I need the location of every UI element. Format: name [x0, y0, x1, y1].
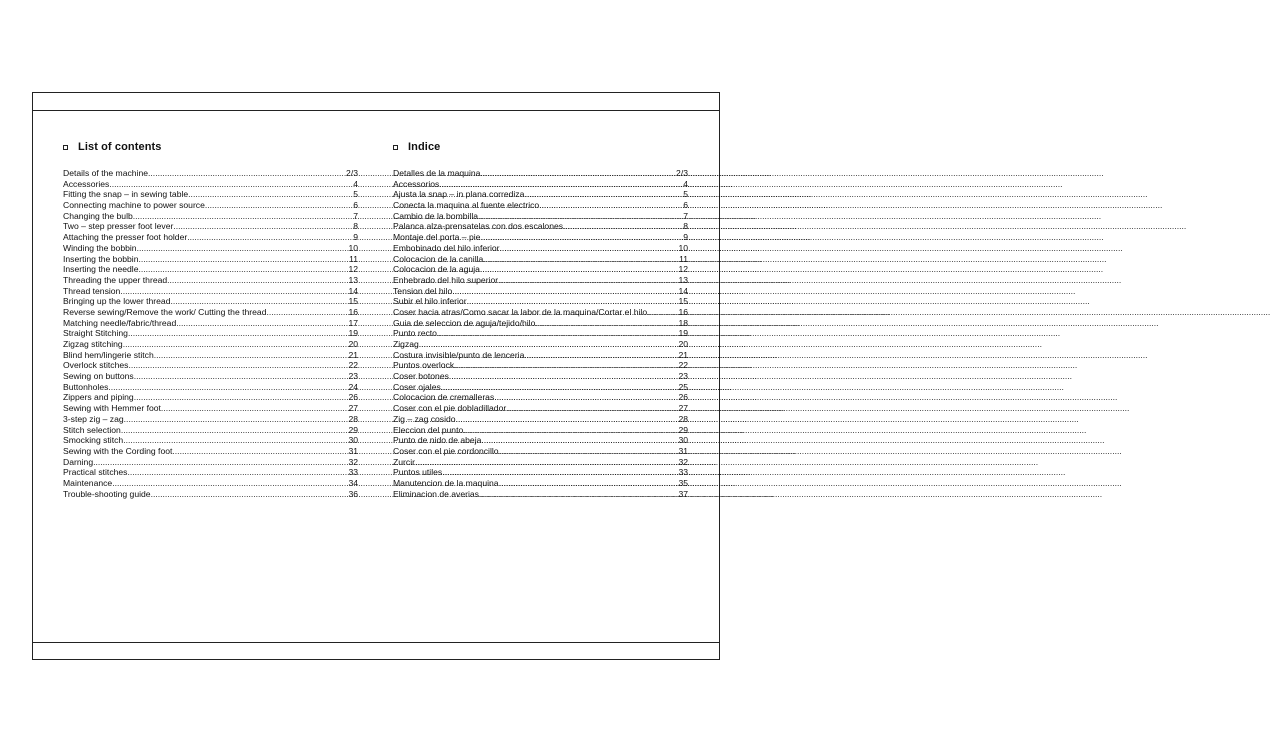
toc-entry-page: 9 [353, 232, 358, 243]
toc-entry-page: 16 [348, 306, 358, 317]
toc-entry-page: 6 [683, 200, 688, 211]
toc-entry-page: 36 [348, 488, 358, 499]
dot-leader [128, 328, 348, 339]
toc-entry-label: Subir el hilo inferior [393, 296, 467, 307]
dot-leader [109, 179, 353, 190]
toc-entry [393, 371, 688, 382]
toc-entry-label: Manutencion de la maquina [393, 477, 499, 488]
toc-entry-page: 23 [348, 371, 358, 382]
toc-entry-page: 14 [348, 285, 358, 296]
toc-entry [393, 360, 688, 371]
toc-entry [393, 243, 688, 254]
toc-entry [63, 435, 358, 446]
toc-entry-label: Eleccion del punto [393, 424, 464, 435]
toc-entry-label: Trouble-shooting guide [63, 488, 151, 499]
toc-entry [393, 489, 688, 500]
toc-entry [393, 179, 688, 190]
toc-entry-label: Enhebrado del hilo superior [393, 274, 499, 285]
toc-entry [63, 467, 358, 478]
dot-leader [121, 425, 349, 436]
toc-entry [393, 264, 688, 275]
indice-list [393, 168, 688, 499]
toc-entry [63, 457, 358, 468]
toc-entry-page: 5 [353, 189, 358, 200]
toc-entry-label: Changing the bulb [63, 210, 133, 221]
toc-entry [393, 457, 688, 468]
toc-entry [63, 350, 358, 361]
toc-entry-page: 10 [678, 242, 688, 253]
dot-leader [176, 318, 348, 329]
toc-entry-label: Straight Stitching [63, 328, 128, 339]
toc-entry-page: 4 [353, 178, 358, 189]
dot-leader [139, 254, 350, 265]
dot-leader [506, 403, 678, 414]
toc-entry-page: 10 [348, 242, 358, 253]
toc-entry [393, 232, 688, 243]
toc-entry [63, 318, 358, 329]
toc-entry-label: Bringing up the lower thread [63, 296, 171, 307]
toc-entry-label: Inserting the bobbin [63, 253, 139, 264]
toc-entry [393, 189, 688, 200]
toc-entry [393, 382, 688, 393]
dot-leader [133, 211, 353, 222]
toc-entry-page: 2/3 [676, 168, 688, 178]
dot-leader [93, 457, 348, 468]
toc-entry-page: 28 [678, 413, 688, 424]
toc-entry-page: 22 [678, 360, 688, 371]
dot-leader [108, 382, 348, 393]
toc-entry-label: Accessorios [393, 178, 440, 189]
dot-leader [449, 371, 679, 382]
toc-entry-label: Colocacion de la canilla [393, 253, 484, 264]
dot-leader [454, 360, 678, 371]
toc-entry-page: 29 [678, 424, 688, 435]
dot-leader [479, 489, 678, 500]
toc-entry [63, 371, 358, 382]
toc-entry [393, 403, 688, 414]
contents-column-spanish [393, 139, 688, 499]
toc-entry [63, 425, 358, 436]
dot-leader [524, 189, 683, 200]
toc-entry-page: 2/3 [346, 168, 358, 178]
toc-entry-label: Inserting the needle [63, 264, 139, 275]
toc-entry-label: Colocacion de cremalleras [393, 392, 495, 403]
toc-entry-page: 21 [348, 349, 358, 360]
indice-title: Indice [408, 141, 441, 153]
toc-entry-label: Maintenance [63, 477, 113, 488]
toc-entry-label: Guia de seleccion de aguja/tejido/hilo [393, 317, 536, 328]
toc-entry-label: Punto recto [393, 328, 437, 339]
toc-entry-label: Buttonholes [63, 381, 109, 392]
toc-entry-label: Coser ojales [393, 381, 441, 392]
toc-entry [393, 425, 688, 436]
toc-entry [63, 168, 358, 179]
toc-entry [63, 360, 358, 371]
toc-entry-label: Blind hem/lingerie stitch [63, 349, 154, 360]
dot-leader [134, 371, 349, 382]
toc-entry [63, 403, 358, 414]
toc-entry-label: Palanca alza-prensatelas con dos escalones [393, 221, 564, 232]
toc-entry-label: Reverse sewing/Remove the work/ Cutting the thread [63, 306, 267, 317]
toc-entry [393, 435, 688, 446]
dot-leader [483, 254, 679, 265]
toc-entry [63, 200, 358, 211]
toc-entry-page: 31 [348, 445, 358, 456]
toc-entry-page: 13 [348, 274, 358, 285]
dot-leader [480, 168, 676, 179]
toc-entry [393, 328, 688, 339]
toc-entry-label: Coser con el pie dobladillador [393, 403, 507, 414]
toc-entry-page: 22 [348, 360, 358, 371]
square-bullet-icon [393, 145, 398, 150]
dot-leader [123, 435, 348, 446]
toc-entry-page: 35 [678, 477, 688, 488]
toc-entry [63, 211, 358, 222]
toc-entry-page: 27 [678, 403, 688, 414]
toc-entry-page: 8 [683, 221, 688, 232]
toc-entry-label: Costura invisible/punto de lenceria [393, 349, 525, 360]
toc-entry [63, 243, 358, 254]
toc-entry [63, 254, 358, 265]
toc-entry [393, 392, 688, 403]
dot-leader [463, 425, 678, 436]
dot-leader [139, 264, 349, 275]
dot-leader [481, 435, 678, 446]
dot-leader [456, 414, 679, 425]
toc-entry-label: Colocacion de la aguja [393, 264, 480, 275]
toc-entry-page: 30 [348, 435, 358, 446]
toc-entry-label: Details of the machine [63, 168, 149, 178]
dot-leader [478, 211, 683, 222]
toc-entry [393, 296, 688, 307]
toc-entry-page: 23 [678, 371, 688, 382]
toc-entry-label: Coser botones [393, 371, 449, 382]
dot-leader [494, 392, 678, 403]
toc-entry-label: Matching needle/fabric/thread [63, 317, 177, 328]
dot-leader [500, 243, 679, 254]
toc-entry-label: Stitch selection [63, 424, 121, 435]
toc-entry [63, 489, 358, 500]
toc-entry [63, 307, 358, 318]
toc-entry-page: 29 [348, 424, 358, 435]
toc-entry [63, 189, 358, 200]
toc-entry-page: 32 [348, 456, 358, 467]
dot-leader [154, 350, 349, 361]
dot-leader [124, 414, 349, 425]
dot-leader [439, 179, 683, 190]
toc-entry-label: Tension del hilo [393, 285, 453, 296]
toc-entry [393, 200, 688, 211]
toc-entry-page: 8 [353, 221, 358, 232]
toc-entry-label: Zigzag [393, 339, 419, 349]
toc-entry-page: 5 [683, 189, 688, 200]
dot-leader [535, 318, 678, 329]
toc-entry-label: Zig – zag cosido [393, 413, 456, 424]
indice-heading [393, 139, 688, 155]
toc-entry-label: Two – step presser foot lever [63, 221, 174, 232]
dot-leader [137, 243, 349, 254]
toc-entry-page: 27 [348, 403, 358, 414]
toc-entry [393, 275, 688, 286]
toc-entry-page: 25 [678, 381, 688, 392]
contents-list [63, 168, 358, 499]
toc-entry-page: 14 [678, 285, 688, 296]
dot-leader [442, 467, 678, 478]
dot-leader [480, 232, 683, 243]
toc-entry [63, 478, 358, 489]
toc-entry [393, 446, 688, 457]
toc-entry [63, 392, 358, 403]
dot-leader [128, 360, 348, 371]
toc-entry [393, 286, 688, 297]
toc-entry-label: Detalles de la maquina [393, 168, 481, 178]
toc-entry-page: 32 [678, 456, 688, 467]
toc-entry [63, 446, 358, 457]
dot-leader [148, 168, 346, 179]
dot-leader [151, 489, 349, 500]
dot-leader [467, 296, 679, 307]
toc-entry-page: 11 [679, 253, 688, 264]
toc-entry-page: 20 [678, 339, 688, 349]
toc-entry-page: 37 [678, 488, 688, 499]
toc-entry [63, 264, 358, 275]
toc-entry-label: Puntos utiles [393, 467, 443, 478]
footer-rule [33, 642, 719, 643]
toc-entry-label: Thread tension [63, 285, 121, 296]
dot-leader [127, 467, 348, 478]
toc-entry-page: 18 [678, 317, 688, 328]
toc-entry-page: 17 [348, 317, 358, 328]
manual-page [32, 92, 720, 660]
dot-leader [173, 221, 353, 232]
contents-heading [63, 139, 358, 155]
toc-entry-page: 11 [349, 253, 358, 264]
dot-leader [498, 275, 678, 286]
toc-entry-page: 26 [348, 392, 358, 403]
toc-entry [393, 467, 688, 478]
toc-entry-label: Sewing on buttons [63, 371, 134, 382]
toc-entry-page: 26 [678, 392, 688, 403]
toc-entry-page: 33 [678, 467, 688, 478]
toc-entry [63, 339, 358, 350]
dot-leader [205, 200, 353, 211]
dot-leader [539, 200, 683, 211]
toc-entry [63, 232, 358, 243]
dot-leader [188, 189, 353, 200]
dot-leader [161, 403, 349, 414]
contents-title: List of contents [78, 141, 162, 153]
dot-leader [480, 264, 678, 275]
dot-leader [441, 382, 679, 393]
toc-entry-label: Ajusta la snap – in plana corrediza [393, 189, 525, 200]
toc-entry-page: 7 [353, 210, 358, 221]
contents-column-english [63, 139, 358, 499]
dot-leader [452, 286, 678, 297]
toc-entry [63, 275, 358, 286]
toc-entry-label: Accessories [63, 178, 110, 189]
toc-entry-page: 28 [348, 413, 358, 424]
toc-entry-page: 31 [678, 445, 688, 456]
dot-leader [419, 339, 679, 350]
toc-entry [393, 339, 688, 350]
dot-leader [647, 307, 678, 318]
toc-entry-label: Sewing with the Cording foot [63, 445, 173, 456]
dot-leader [134, 392, 349, 403]
toc-entry-page: 30 [678, 435, 688, 446]
toc-entry-label: Zigzag stitching [63, 339, 123, 349]
toc-entry-label: Puntos overlock [393, 360, 455, 371]
dot-leader [415, 457, 678, 468]
toc-entry-page: 12 [348, 264, 358, 275]
toc-entry-page: 24 [348, 381, 358, 392]
toc-entry-page: 20 [348, 339, 358, 349]
toc-entry [63, 414, 358, 425]
toc-entry [393, 318, 688, 329]
dot-leader [187, 232, 353, 243]
toc-entry [393, 414, 688, 425]
toc-entry-page: 34 [348, 477, 358, 488]
toc-entry-label: Winding the bobbin [63, 242, 137, 253]
toc-entry [393, 254, 688, 265]
dot-leader [172, 446, 348, 457]
dot-leader [524, 350, 678, 361]
toc-entry-page: 19 [348, 328, 358, 339]
toc-entry-label: Cambio de la bombilla [393, 210, 479, 221]
dot-leader [499, 478, 679, 489]
toc-entry-label: Sewing with Hemmer foot [63, 403, 161, 414]
toc-entry-label: Punto de nido de abeja [393, 435, 482, 446]
toc-entry [63, 382, 358, 393]
toc-entry [63, 296, 358, 307]
toc-entry-label: Coser con el pie cordoncillo [393, 445, 499, 456]
toc-entry-label: Conecta la maquina al fuente electrico [393, 200, 540, 211]
toc-entry [393, 211, 688, 222]
toc-entry-label: Coser hacia atras/Como sacar la labor de la maquina/Cortar el hilo [393, 306, 648, 317]
toc-entry-page: 4 [683, 178, 688, 189]
toc-entry [393, 307, 688, 318]
toc-entry-label: Darning [63, 456, 94, 467]
dot-leader [112, 478, 348, 489]
toc-entry-label: Connecting machine to power source [63, 200, 205, 211]
dot-leader [171, 296, 349, 307]
toc-entry-label: Eliminacion de averias [393, 488, 479, 499]
toc-entry-label: Smocking stitch [63, 435, 124, 446]
toc-entry-label: 3-step zig – zag [63, 413, 124, 424]
toc-entry-page: 16 [678, 306, 688, 317]
toc-entry-page: 15 [678, 296, 688, 307]
toc-entry-label: Attaching the presser foot holder [63, 232, 188, 243]
toc-entry-label: Zippers and piping [63, 392, 134, 403]
toc-entry-page: 6 [353, 200, 358, 211]
toc-entry [63, 328, 358, 339]
toc-entry-page: 13 [678, 274, 688, 285]
toc-entry-label: Threading the upper thread [63, 274, 168, 285]
toc-entry-label: Practical stitches [63, 467, 128, 478]
toc-entry-page: 33 [348, 467, 358, 478]
dot-leader [123, 339, 349, 350]
toc-entry-label: Fitting the snap – in sewing table [63, 189, 189, 200]
toc-entry [63, 221, 358, 232]
toc-entry-label: Overlock stitches [63, 360, 129, 371]
dot-leader [167, 275, 348, 286]
toc-entry [393, 478, 688, 489]
toc-entry [63, 179, 358, 190]
toc-entry [63, 286, 358, 297]
header-rule [33, 110, 719, 111]
dot-leader [267, 307, 349, 318]
toc-entry-page: 19 [678, 328, 688, 339]
dot-leader [120, 286, 348, 297]
dot-leader [563, 221, 683, 232]
toc-entry [393, 168, 688, 179]
toc-entry-page: 21 [678, 349, 688, 360]
toc-entry-page: 12 [678, 264, 688, 275]
toc-entry-page: 7 [683, 210, 688, 221]
dot-leader [499, 446, 679, 457]
toc-entry [393, 221, 688, 232]
square-bullet-icon [63, 145, 68, 150]
toc-entry-label: Embobinado del hilo inferior [393, 242, 500, 253]
dot-leader [437, 328, 678, 339]
toc-entry-label: Zurcir [393, 456, 415, 467]
toc-entry-page: 15 [348, 296, 358, 307]
toc-entry [393, 350, 688, 361]
toc-entry-label: Montaje del porta – pie [393, 232, 481, 243]
toc-entry-page: 9 [683, 232, 688, 243]
